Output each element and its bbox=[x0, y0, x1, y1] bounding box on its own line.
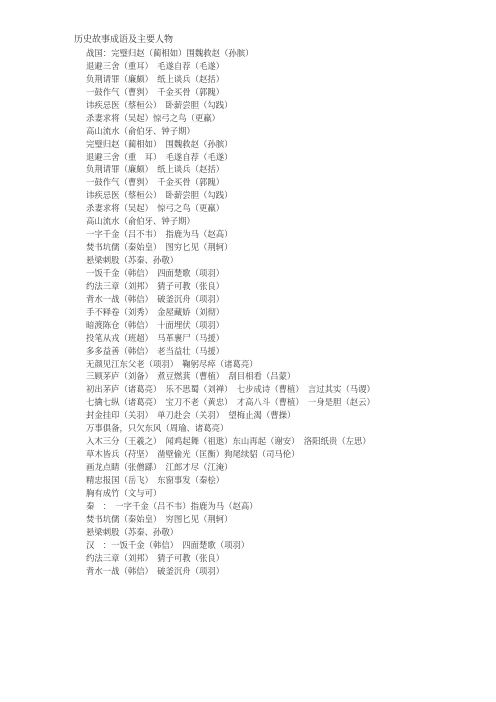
idiom-line: 秦 ： 一字千金（吕不韦）指鹿为马（赵高） bbox=[86, 500, 258, 511]
idiom-line: 完璧归赵（蔺相如） 围魏救赵（孙膑） bbox=[86, 138, 233, 149]
idiom-line: 三顾茅庐（刘备） 煮豆燃萁（曹植） 刮目相看（吕蒙） bbox=[86, 371, 296, 382]
idiom-line: 约法三章（刘邦） 猜子可教（张良） bbox=[86, 552, 225, 563]
idiom-line: 约法三章（刘邦） 猜子可教（张良） bbox=[86, 280, 225, 291]
idiom-line: 负荆请罪（廉颇） 纸上谈兵（赵括） bbox=[86, 73, 225, 84]
idiom-line: 退避三舍（重耳） 毛遂自荐（毛遂） bbox=[86, 60, 225, 71]
idiom-line: 悬梁刺股（苏秦、孙敬） bbox=[86, 526, 179, 537]
idiom-line: 讳疾忌医（蔡桓公） 卧薪尝胆（勾践） bbox=[86, 190, 233, 201]
idiom-line: 多多益善（韩信） 老当益壮（马援） bbox=[86, 345, 225, 356]
idiom-line: 高山流水（俞伯牙、钟子期） bbox=[86, 216, 195, 227]
idiom-line: 负荆请罪（廉颇） 纸上谈兵（赵括） bbox=[86, 164, 225, 175]
idiom-line: 高山流水（俞伯牙、钟子期） bbox=[86, 125, 195, 136]
idiom-line: 杀妻求将（吴起） 惊弓之鸟（更羸） bbox=[86, 203, 225, 214]
idiom-line: 焚书坑儒（秦始皇） 图穷匕见（荆轲） bbox=[86, 242, 233, 253]
idiom-line: 一鼓作气（曹刿） 千金买骨（郭隗） bbox=[86, 177, 225, 188]
idiom-line: 悬梁刺股（苏秦、孙敬） bbox=[86, 255, 179, 265]
idiom-line: 初出茅庐（诸葛亮） 乐不思蜀（刘禅） 七步成诗（曹植） 言过其实（马谡） bbox=[86, 384, 375, 395]
idiom-line: 草木皆兵（苻坚） 凿壁偷光（匡衡）狗尾续貂（司马伦） bbox=[86, 449, 300, 460]
idiom-line: 背水一战（韩信） 破釜沉舟（项羽） bbox=[86, 565, 225, 576]
idiom-line: 暗渡陈仓（韩信） 十面埋伏（项羽） bbox=[86, 319, 225, 330]
idiom-line: 精忠报国（岳飞） 东窗事发（秦桧） bbox=[86, 474, 225, 485]
idiom-line: 胸有成竹（文与可） bbox=[86, 487, 162, 498]
idiom-line: 退避三舍（重 耳） 毛遂自荐（毛遂） bbox=[86, 151, 233, 162]
idiom-line: 无颜见江东父老（项羽） 鞠躬尽瘁（诸葛亮） bbox=[86, 358, 258, 369]
idiom-line: 七擒七纵（诸葛亮） 宝刀不老（黄忠） 才高八斗（曹植） 一身是胆（赵云） bbox=[86, 397, 375, 408]
idiom-line: 手不释卷（刘秀） 金屋藏娇（刘彻） bbox=[86, 306, 225, 317]
idiom-list bbox=[86, 47, 486, 577]
idiom-line: 杀妻求将（吴起）惊弓之鸟（更羸） bbox=[86, 112, 220, 123]
idiom-line: 战国：完璧归赵（蔺相如）围魏救赵（孙膑） bbox=[86, 48, 254, 58]
idiom-line: 一鼓作气（曹刿） 千金买骨（郭隗） bbox=[86, 86, 225, 97]
idiom-line: 焚书坑儒（秦始皇） 穷图匕见（荆轲） bbox=[86, 513, 233, 524]
idiom-line: 投笔从戎（班超） 马革裹尸（马援） bbox=[86, 332, 225, 343]
idiom-line: 背水一战（韩信） 破釜沉舟（项羽） bbox=[86, 293, 225, 304]
document-title: 历史故事成语及主要人物 bbox=[74, 35, 174, 45]
idiom-line: 画龙点睛（张僧繇） 江郎才尽（江淹） bbox=[86, 462, 233, 472]
idiom-line: 一字千金（吕不韦） 指鹿为马（赵高） bbox=[86, 229, 233, 240]
idiom-line: 万事俱备，只欠东风（周瑜、诸葛亮） bbox=[86, 423, 229, 434]
idiom-line: 汉 ：一饭千金（韩信） 四面楚歌（项羽） bbox=[86, 539, 250, 550]
idiom-line: 封金挂印（关羽） 单刀赴会（关羽） 望梅止渴（曹操） bbox=[86, 410, 296, 421]
idiom-line: 入木三分（王羲之） 闻鸡起舞（祖逖）东山再起（谢安） 洛阳纸贵（左思） bbox=[86, 436, 371, 447]
idiom-line: 讳疾忌医（蔡桓公） 卧薪尝胆（勾践） bbox=[86, 99, 233, 110]
idiom-line: 一饭千金（韩信） 四面楚歌（项羽） bbox=[86, 267, 225, 278]
